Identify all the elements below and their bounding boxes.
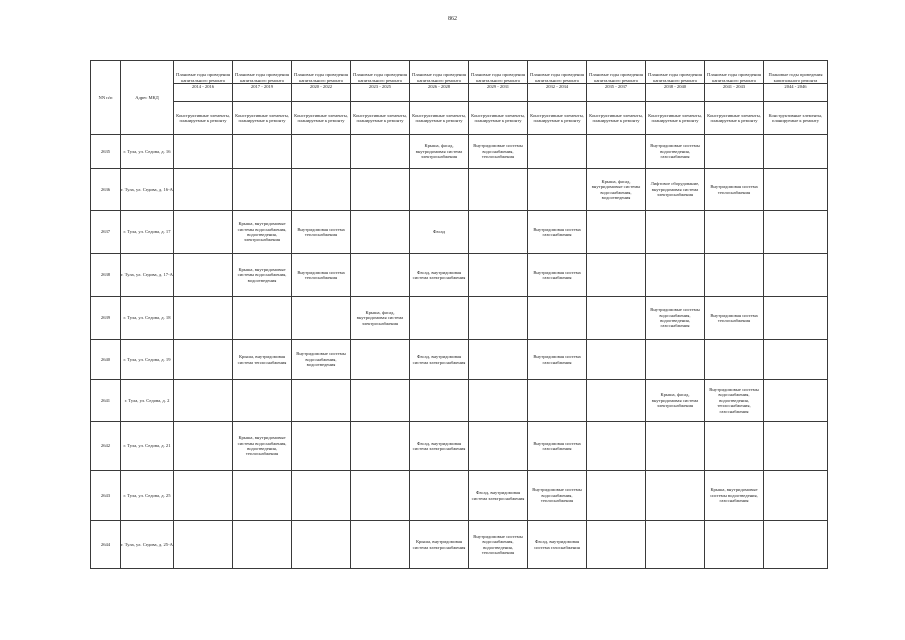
repair-schedule-table: [90, 60, 828, 569]
column-subheader-elements: Конструктивные элементы, планируемые к ремонту: [646, 102, 705, 135]
table-row: [91, 135, 828, 169]
page-number: 862: [448, 16, 457, 22]
table-cell: [587, 422, 646, 471]
cell-text: Внутридомовая система теплоснабжения: [297, 269, 345, 280]
header-row-periods: [91, 61, 828, 102]
table-row: [91, 297, 828, 340]
table-cell: [587, 254, 646, 297]
row-address: г. Тула, ул. Седова, д. 2: [121, 380, 174, 422]
column-header-period: [292, 61, 351, 102]
row-address: г. Тула, ул. Седова, д. 19: [121, 340, 174, 380]
column-header-period: [174, 61, 233, 102]
table-cell: [351, 422, 410, 471]
table-cell: [292, 254, 351, 297]
period-years: 2032 - 2034: [528, 83, 586, 89]
cell-text: Крыша, внутридомовые системы водоснабжения, водоотведения, электроснабжения: [237, 221, 287, 243]
table-cell: [528, 135, 587, 169]
table-cell: [587, 135, 646, 169]
column-header-period: [528, 61, 587, 102]
period-years: 2023 - 2025: [351, 83, 409, 89]
period-label: Плановые годы проведения капитального ремонта: [471, 72, 525, 83]
cell-text: Фасад, внутридомовая система электроснабжения: [471, 490, 525, 501]
table-cell: [351, 471, 410, 521]
table-cell: [410, 340, 469, 380]
table-cell: [233, 380, 292, 422]
table-cell: [469, 471, 528, 521]
table-cell: [410, 471, 469, 521]
table-cell: [292, 340, 351, 380]
table-cell: [528, 471, 587, 521]
period-years: 2035 - 2037: [587, 83, 645, 89]
cell-text: Внутридомовая система газоснабжения: [533, 354, 581, 365]
table-cell: [410, 169, 469, 211]
table-cell: [764, 135, 828, 169]
row-number: 2639: [91, 297, 121, 340]
column-subheader-elements: Конструктивные элементы, планируемые к ремонту: [292, 102, 351, 135]
table-cell: [469, 340, 528, 380]
table-cell: [174, 211, 233, 254]
table-cell: [705, 297, 764, 340]
column-subheader-elements: Конструктивные элементы, планируемые к ремонту: [528, 102, 587, 135]
row-address: г. Тула, ул. Седова, д. 16: [121, 135, 174, 169]
table-row: [91, 422, 828, 471]
table-cell: [705, 380, 764, 422]
table-cell: [410, 135, 469, 169]
cell-text: Крыша, внутридомовая система теплоснабжения: [237, 354, 287, 365]
cell-text: Крыша, фасад, внутридомовая система электроснабжения: [651, 392, 699, 409]
row-number: 2644: [91, 521, 121, 569]
row-number: 2642: [91, 422, 121, 471]
table-cell: [528, 340, 587, 380]
column-header-period: [351, 61, 410, 102]
column-subheader-elements: Конструктивные элементы, планируемые к ремонту: [351, 102, 410, 135]
table-cell: [469, 380, 528, 422]
table-cell: [587, 211, 646, 254]
table-cell: [292, 422, 351, 471]
table-cell: [646, 521, 705, 569]
table-cell: [528, 380, 587, 422]
cell-text: Внутридомовые системы водоснабжения, водоотведения: [296, 351, 346, 368]
table-cell: [351, 135, 410, 169]
table-cell: [410, 422, 469, 471]
row-number: 2640: [91, 340, 121, 380]
table-cell: [469, 422, 528, 471]
table-cell: [528, 211, 587, 254]
column-subheader-elements: Конструктивные элементы, планируемые к ремонту: [587, 102, 646, 135]
cell-text: Внутридомовые системы водоотведения, газоснабжения: [650, 143, 700, 160]
period-label: Плановые годы проведения капитального ремонта: [768, 72, 823, 83]
table-cell: [764, 254, 828, 297]
column-subheader-elements: Конструктивные элементы, планируемые к ремонту: [174, 102, 233, 135]
table-cell: [587, 521, 646, 569]
column-subheader-elements: Конструктивные элементы, планируемые к ремонту: [233, 102, 292, 135]
table-cell: [174, 135, 233, 169]
row-address: г. Тула, ул. Седова, д. 18: [121, 297, 174, 340]
column-header-period: [410, 61, 469, 102]
period-label: Плановые годы проведения капитального ремонта: [707, 72, 761, 83]
header-row-elements: [91, 102, 828, 135]
table-cell: [233, 422, 292, 471]
column-subheader-elements: Конструктивные элементы, планируемые к ремонту: [764, 102, 828, 135]
row-number: 2635: [91, 135, 121, 169]
table-cell: [646, 135, 705, 169]
row-number: 2637: [91, 211, 121, 254]
table-cell: [351, 211, 410, 254]
table-cell: [410, 211, 469, 254]
table-row: [91, 521, 828, 569]
table-cell: [233, 135, 292, 169]
table-cell: [705, 521, 764, 569]
period-years: 2017 - 2019: [233, 83, 291, 89]
table-cell: [410, 297, 469, 340]
column-header-period: [764, 61, 828, 102]
table-row: [91, 211, 828, 254]
period-years: 2038 - 2040: [646, 83, 704, 89]
row-number: 2638: [91, 254, 121, 297]
table-cell: [174, 169, 233, 211]
cell-text: Фасад, внутридомовая система газоснабжения: [534, 539, 580, 550]
column-header-period: [587, 61, 646, 102]
table-cell: [292, 211, 351, 254]
table-cell: [587, 380, 646, 422]
table-cell: [292, 297, 351, 340]
table-cell: [233, 169, 292, 211]
table-cell: [587, 169, 646, 211]
table-cell: [469, 169, 528, 211]
row-address: г. Тула, ул. Седова, д. 21: [121, 422, 174, 471]
table-cell: [646, 422, 705, 471]
cell-text: Лифтовое оборудование, внутридомовая система электроснабжения: [650, 181, 700, 198]
table-cell: [705, 471, 764, 521]
table-row: [91, 340, 828, 380]
table-cell: [528, 521, 587, 569]
table-cell: [764, 211, 828, 254]
column-header-number: NN п/п: [91, 61, 121, 135]
table-cell: [646, 471, 705, 521]
table-cell: [646, 380, 705, 422]
period-label: Плановые годы проведения капитального ремонта: [648, 72, 702, 83]
cell-text: Внутридомовая система теплоснабжения: [710, 312, 758, 323]
table-cell: [233, 521, 292, 569]
table-cell: [587, 471, 646, 521]
table-cell: [174, 422, 233, 471]
cell-text: Крыша, фасад, внутридомовая система электроснабжения: [415, 143, 463, 160]
table-cell: [764, 471, 828, 521]
cell-text: Внутридомовая система теплоснабжения: [710, 184, 758, 195]
period-years: 2020 - 2022: [292, 83, 350, 89]
table-row: [91, 471, 828, 521]
cell-text: Внутридомовые системы водоснабжения, водоотведения, газоснабжения: [650, 307, 700, 329]
table-cell: [233, 211, 292, 254]
table-cell: [646, 254, 705, 297]
table-cell: [233, 297, 292, 340]
cell-text: Внутридомовая система теплоснабжения: [297, 226, 345, 237]
table-cell: [764, 422, 828, 471]
cell-text: Крыша, фасад, внутридомовые системы водоснабжения, водоотведения: [591, 178, 641, 200]
period-years: 2044 - 2046: [764, 83, 827, 89]
table-cell: [469, 521, 528, 569]
table-cell: [174, 521, 233, 569]
table-cell: [292, 169, 351, 211]
cell-text: Внутридомовые системы водоснабжения, водоотведения, теплоснабжения: [473, 533, 523, 555]
row-number: 2641: [91, 380, 121, 422]
period-years: 2041 - 2043: [705, 83, 763, 89]
column-subheader-elements: Конструктивные элементы, планируемые к ремонту: [410, 102, 469, 135]
row-address: г. Тула, ул. Седова, д. 25: [121, 471, 174, 521]
cell-text: Фасад, внутридомовая система электроснабжения: [412, 354, 466, 365]
table-cell: [174, 340, 233, 380]
column-header-period: [646, 61, 705, 102]
table-cell: [351, 380, 410, 422]
table-cell: [705, 254, 764, 297]
table-cell: [705, 211, 764, 254]
period-years: 2026 - 2028: [410, 83, 468, 89]
table-cell: [351, 340, 410, 380]
table-cell: [351, 169, 410, 211]
table-cell: [469, 135, 528, 169]
table-cell: [469, 211, 528, 254]
table-row: [91, 254, 828, 297]
table-cell: [646, 297, 705, 340]
column-subheader-elements: Конструктивные элементы, планируемые к ремонту: [705, 102, 764, 135]
period-label: Плановые годы проведения капитального ремонта: [294, 72, 348, 83]
cell-text: Крыша, фасад, внутридомовая система электроснабжения: [356, 309, 404, 326]
cell-text: Фасад: [432, 229, 446, 235]
table-cell: [410, 254, 469, 297]
table-cell: [233, 254, 292, 297]
period-label: Плановые годы проведения капитального ремонта: [530, 72, 584, 83]
cell-text: Внутридомовые системы водоснабжения, теплоснабжения: [532, 487, 582, 504]
table-cell: [528, 169, 587, 211]
table-cell: [292, 135, 351, 169]
row-number: 2643: [91, 471, 121, 521]
cell-text: Внутридомовая система газоснабжения: [533, 269, 581, 280]
cell-text: Внутридомовая система газоснабжения: [533, 440, 581, 451]
table-cell: [705, 135, 764, 169]
period-label: Плановые годы проведения капитального ремонта: [353, 72, 407, 83]
table-cell: [233, 340, 292, 380]
table-cell: [646, 211, 705, 254]
table-cell: [174, 471, 233, 521]
table-cell: [528, 297, 587, 340]
cell-text: Внутридомовые системы водоснабжения, водоотведения, теплоснабжения, газоснабжения: [709, 386, 759, 414]
cell-text: Внутридомовые системы водоснабжения, теплоснабжения: [473, 143, 523, 160]
column-header-period: [233, 61, 292, 102]
table-cell: [174, 380, 233, 422]
table-cell: [764, 340, 828, 380]
table-cell: [705, 169, 764, 211]
period-label: Плановые годы проведения капитального ремонта: [176, 72, 230, 83]
table-cell: [528, 254, 587, 297]
table-cell: [587, 297, 646, 340]
table-cell: [292, 380, 351, 422]
table-cell: [351, 521, 410, 569]
period-years: 2014 - 2016: [174, 83, 232, 89]
row-address: г. Тула, ул. Седова, д. 16-А: [121, 169, 174, 211]
table-row: [91, 169, 828, 211]
table-cell: [233, 471, 292, 521]
table-cell: [705, 340, 764, 380]
column-header-address: Адрес МКД: [121, 61, 174, 135]
cell-text: Фасад, внутридомовая система электроснабжения: [412, 269, 466, 280]
column-subheader-elements: Конструктивные элементы, планируемые к ремонту: [469, 102, 528, 135]
table-cell: [292, 471, 351, 521]
cell-text: Внутридомовая система газоснабжения: [533, 226, 581, 237]
column-header-period: [469, 61, 528, 102]
table-cell: [646, 169, 705, 211]
row-address: г. Тула, ул. Седова, д. 17: [121, 211, 174, 254]
table-cell: [469, 297, 528, 340]
cell-text: Крыша, внутридомовые системы водоснабжения, водоотведения: [237, 266, 287, 283]
table-cell: [410, 380, 469, 422]
table-cell: [469, 254, 528, 297]
period-label: Плановые годы проведения капитального ремонта: [412, 72, 466, 83]
table-row: [91, 380, 828, 422]
cell-text: Крыша, внутридомовая система электроснабжения: [412, 539, 466, 550]
period-label: Плановые годы проведения капитального ремонта: [589, 72, 643, 83]
table-cell: [764, 380, 828, 422]
row-address: г. Тула, ул. Седова, д. 25-А: [121, 521, 174, 569]
table-cell: [351, 297, 410, 340]
cell-text: Крыша, внутридомовые системы водоснабжения, водоотведения, теплоснабжения: [237, 435, 287, 457]
table-cell: [292, 521, 351, 569]
period-years: 2029 - 2031: [469, 83, 527, 89]
table-cell: [528, 422, 587, 471]
table-cell: [764, 521, 828, 569]
row-number: 2636: [91, 169, 121, 211]
table-cell: [764, 169, 828, 211]
table-cell: [587, 340, 646, 380]
table-cell: [174, 254, 233, 297]
table-cell: [410, 521, 469, 569]
table-cell: [764, 297, 828, 340]
column-header-period: [705, 61, 764, 102]
table-cell: [351, 254, 410, 297]
period-label: Плановые годы проведения капитального ремонта: [235, 72, 289, 83]
cell-text: Фасад, внутридомовая система электроснабжения: [412, 440, 466, 451]
row-address: г. Тула, ул. Седова, д. 17-А: [121, 254, 174, 297]
table-cell: [174, 297, 233, 340]
cell-text: Крыша, внутридомовые системы водоотведения, газоснабжения: [710, 487, 758, 504]
table-cell: [646, 340, 705, 380]
table-cell: [705, 422, 764, 471]
